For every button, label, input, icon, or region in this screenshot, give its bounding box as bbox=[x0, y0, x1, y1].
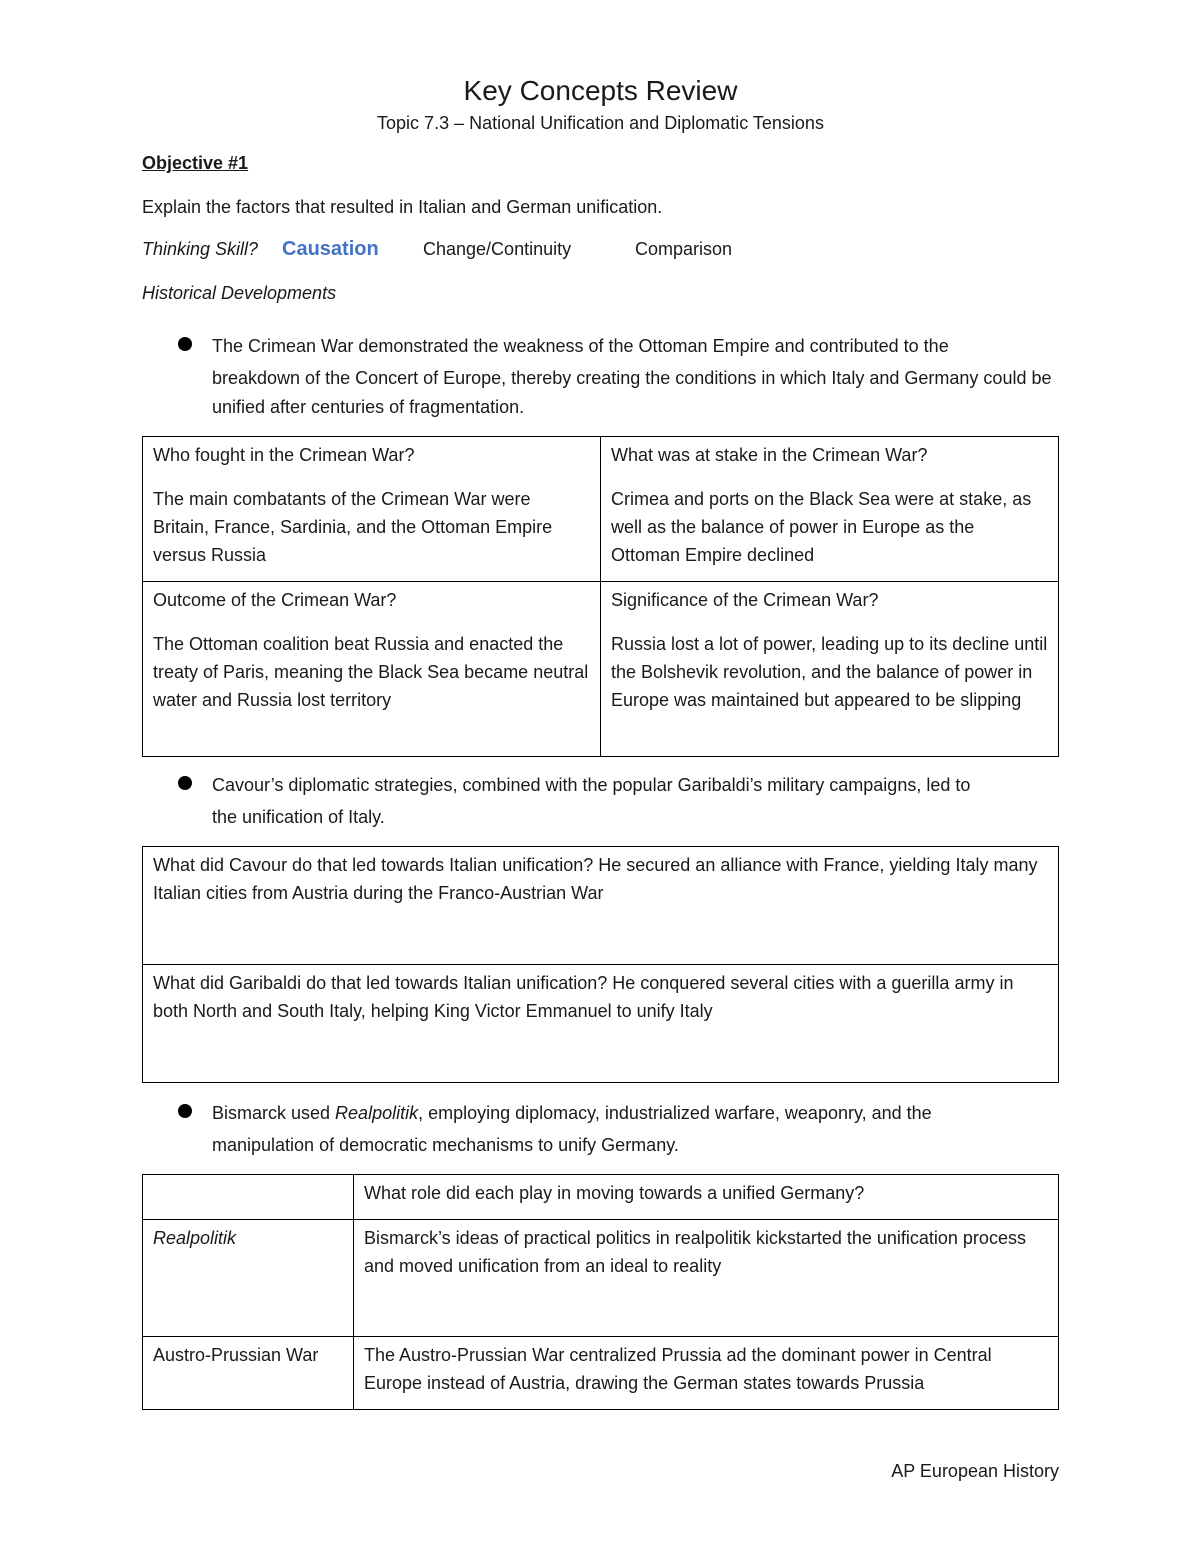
thinking-skill-row bbox=[142, 236, 1059, 262]
bullet-icon bbox=[178, 1104, 192, 1118]
cavour-cell: What did Cavour do that led towards Italian unification? He secured an alliance with France, yielding Italy many Italian cities from Austria during the Franco-Austrian War bbox=[143, 847, 1059, 965]
bullet-icon bbox=[178, 337, 192, 351]
table-row bbox=[143, 1337, 1059, 1410]
page-title: Key Concepts Review bbox=[463, 75, 738, 106]
bullet-text-line1 bbox=[212, 1095, 1059, 1131]
footer-course: AP European History bbox=[891, 1461, 1059, 1481]
bullet-german-unification bbox=[142, 1095, 1059, 1160]
table-row bbox=[143, 847, 1059, 965]
objective-explain: Explain the factors that resulted in Italian and German unification. bbox=[142, 197, 663, 217]
table-row bbox=[143, 582, 1059, 757]
crimean-cell-significance bbox=[601, 582, 1059, 757]
germany-answer-cell: The Austro-Prussian War centralized Prussia ad the dominant power in Central Europe instead of Austria, drawing the German states towards Prussia bbox=[354, 1337, 1059, 1410]
thinking-skill-label: Thinking Skill? bbox=[142, 239, 259, 259]
question-text: What was at stake in the Crimean War? bbox=[611, 445, 928, 465]
bullet-suffix: , employing diplomacy, industrialized warfare, weaponry, and the bbox=[418, 1103, 932, 1123]
germany-term-cell: Austro-Prussian War bbox=[143, 1337, 354, 1410]
historical-developments-heading: Historical Developments bbox=[142, 283, 337, 303]
table-row bbox=[143, 437, 1059, 582]
crimean-war-table bbox=[142, 436, 1059, 757]
crimean-cell-outcome bbox=[143, 582, 601, 757]
bullet-icon bbox=[178, 776, 192, 790]
bullet-text-rest: manipulation of democratic mechanisms to unify Germany. bbox=[212, 1135, 679, 1155]
crimean-cell-who-fought bbox=[143, 437, 601, 582]
germany-header-empty-cell bbox=[143, 1175, 354, 1220]
answer-text: The Ottoman coalition beat Russia and enacted the treaty of Paris, meaning the Black Sea became neutral water and Russia lost territory bbox=[153, 634, 589, 710]
table-row bbox=[143, 965, 1059, 1083]
garibaldi-cell: What did Garibaldi do that led towards Italian unification? He conquered several cities with a guerilla army in both North and South Italy, helping King Victor Emmanuel to unify Italy bbox=[143, 965, 1059, 1083]
page-subtitle: Topic 7.3 – National Unification and Diplomatic Tensions bbox=[377, 113, 824, 133]
objective-heading: Objective #1 bbox=[142, 153, 249, 173]
italy-table bbox=[142, 846, 1059, 1083]
answer-text: Crimea and ports on the Black Sea were at stake, as well as the balance of power in Europe as the Ottoman Empire declined bbox=[611, 489, 1032, 565]
bullet-text-rest: the unification of Italy. bbox=[212, 807, 385, 827]
skill-change-continuity: Change/Continuity bbox=[423, 239, 572, 259]
table-row bbox=[143, 1175, 1059, 1220]
germany-answer-cell: Bismarck’s ideas of practical politics in realpolitik kickstarted the unification process and moved unification from an ideal to reality bbox=[354, 1220, 1059, 1337]
germany-term-cell: Realpolitik bbox=[143, 1220, 354, 1337]
germany-table bbox=[142, 1174, 1059, 1410]
bullet-text-rest: breakdown of the Concert of Europe, thereby creating the conditions in which Italy and Germany could be unified after centuries of fragmentation. bbox=[212, 368, 1052, 417]
bullet-prefix: Bismarck used bbox=[212, 1103, 336, 1123]
answer-text: The main combatants of the Crimean War were Britain, France, Sardinia, and the Ottoman Empire versus Russia bbox=[153, 489, 553, 565]
bullet-term-realpolitik: Realpolitik bbox=[335, 1103, 419, 1123]
question-text: Significance of the Crimean War? bbox=[611, 590, 879, 610]
question-text: Outcome of the Crimean War? bbox=[153, 590, 397, 610]
answer-text: Russia lost a lot of power, leading up to its decline until the Bolshevik revolution, and the balance of power in Europe was maintained but appeared to be slipping bbox=[611, 634, 1048, 710]
bullet-italian-unification bbox=[142, 767, 1059, 832]
skill-causation: Causation bbox=[282, 238, 379, 260]
skill-comparison: Comparison bbox=[635, 239, 733, 259]
crimean-cell-at-stake bbox=[601, 437, 1059, 582]
document-page bbox=[142, 72, 1059, 1410]
germany-header-cell: What role did each play in moving towards a unified Germany? bbox=[354, 1175, 1059, 1220]
bullet-text-line1: The Crimean War demonstrated the weakness of the Ottoman Empire and contributed to the bbox=[212, 336, 949, 356]
bullet-crimean-war bbox=[142, 328, 1059, 422]
table-row bbox=[143, 1220, 1059, 1337]
bullet-text-line1: Cavour’s diplomatic strategies, combined with the popular Garibaldi’s military campaigns, led to bbox=[212, 775, 971, 795]
question-text: Who fought in the Crimean War? bbox=[153, 445, 415, 465]
